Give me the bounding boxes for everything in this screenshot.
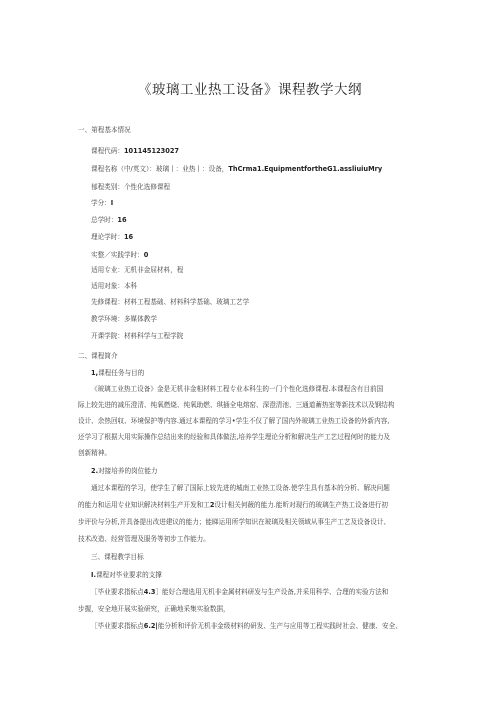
- subsection-label: 对接培养的岗位能力: [98, 467, 158, 475]
- abilities-paragraph-line: 步评价与分析,并具备提出改进建议的能力；能睇运用所学知识在玻璃及相关领域从事生产工艺及设备设计、: [78, 518, 391, 526]
- abilities-paragraph-line: 技术改造、经营管理及服务等初步工作能力。: [78, 535, 210, 543]
- credits-label: 学分：: [91, 199, 111, 207]
- lab-hours: [91, 251, 148, 260]
- section-heading-basic-info: 一、第程基本情况: [78, 126, 131, 134]
- subsection-number: 1,: [91, 369, 99, 377]
- intro-paragraph-line: 创新精神。: [78, 449, 111, 457]
- section-heading-introduction: 二、课程简介: [78, 352, 118, 360]
- page-title: 《玻璃工业热工设备》课程教学大纲: [138, 82, 362, 98]
- course-code: [91, 147, 179, 156]
- applicable-majors: 适用专业：无机非金屈材料，程: [91, 266, 184, 274]
- subsection-number: 2.: [91, 467, 99, 475]
- bold-number: 2: [209, 501, 215, 509]
- course-category: 郁程类别：个性化选修课程: [91, 183, 171, 191]
- theory-hours: [91, 233, 133, 242]
- intro-paragraph-line: 还学习了根据大用实际操作总结出来的经验和具体做法,培养学生理论分析和解决生产工艺过程何时的能力及: [78, 433, 391, 441]
- intro-paragraph-line: 设计、余热回収、环境保护等内容.通过本课程的学习•学生不仅了解了国内外玻璃工业热工设备的外新内容,: [78, 417, 390, 425]
- abilities-paragraph-line: 通过本课程的学习，使学生了解了国际上较先进的城南工业热工设备.使学生具有基本的分析、解决问题: [91, 484, 390, 492]
- requirement-number: 6.2|: [143, 622, 158, 630]
- prerequisite-courses: 先修课程：材料工程基础、材料科学基础、玻璃工艺学: [91, 298, 250, 306]
- theory-hours-label: 理论学时：: [91, 233, 124, 241]
- total-hours-label: 总学时：: [91, 216, 118, 224]
- intro-paragraph-line: 际上较先进的减压澄清、纯氧燃烧、纯氧助燃、琪插全电熔窑、深澄清池、三通道蓄热室等新技术以及钢结构: [78, 401, 395, 409]
- requirement-6-2: ［毕业要求指标点6.2|能分析和评价无机非金级材料的研发、生产与应用等工程实践时社会、健康、安全、: [91, 622, 402, 630]
- offering-college: 开课学院：材料科学与工程学院: [91, 332, 184, 340]
- section-heading-objectives: 三、课程教学目标: [91, 553, 144, 561]
- credits-value: I: [110, 199, 114, 207]
- target-audience: 适用对象：本科: [91, 282, 138, 290]
- subsection-number: I.: [91, 571, 96, 579]
- course-code-label: 课程代码：: [91, 147, 124, 155]
- requirement-number: 4.3: [143, 588, 156, 596]
- course-name-label: 课程名称（中/英文）：玻璃丨：业热丨：设备，: [91, 165, 229, 173]
- subsection-job-abilities: [91, 467, 157, 476]
- course-name: [91, 165, 382, 174]
- teaching-environment: 教学环境：多媒体教学: [91, 315, 157, 323]
- subsection-task-purpose: [91, 369, 144, 378]
- requirement-4-3: ［毕业要求指标点4.3］能好合理选用无机非金属材料研发与生产设备,并采用科学、合理的实验方法和: [91, 588, 389, 596]
- course-name-value: ThCrma1.EquipmentfortheG1.assliuiuMry: [228, 165, 383, 173]
- subsection-graduation-support: [91, 571, 162, 580]
- total-hours: [91, 216, 127, 225]
- subsection-label: 课程对毕业要求的支撑: [95, 571, 162, 579]
- requirement-4-3-continued: 步握，安全地开展实验研究，正确地采集实验数据，: [78, 605, 230, 613]
- course-code-value: 101145123027: [123, 147, 180, 155]
- lab-hours-label: 实整／实践学时：: [91, 251, 144, 259]
- subsection-label: 课程任务与目的: [98, 369, 145, 377]
- lab-hours-value: 0: [143, 251, 149, 259]
- intro-paragraph-line: 《玻璃工业热工设备》金是无机非金相材料工程专业本科生的一门个性化选修课程.本课程含有目前国: [91, 385, 384, 393]
- theory-hours-value: 16: [123, 233, 134, 241]
- credits: [91, 199, 113, 208]
- abilities-paragraph-line: 的能力和运用专业知识解决材料生产开发和工2设计相关何薇的能力.能昕对现行的玻璃生产热工设备进行初: [78, 501, 389, 509]
- total-hours-value: 16: [117, 216, 127, 224]
